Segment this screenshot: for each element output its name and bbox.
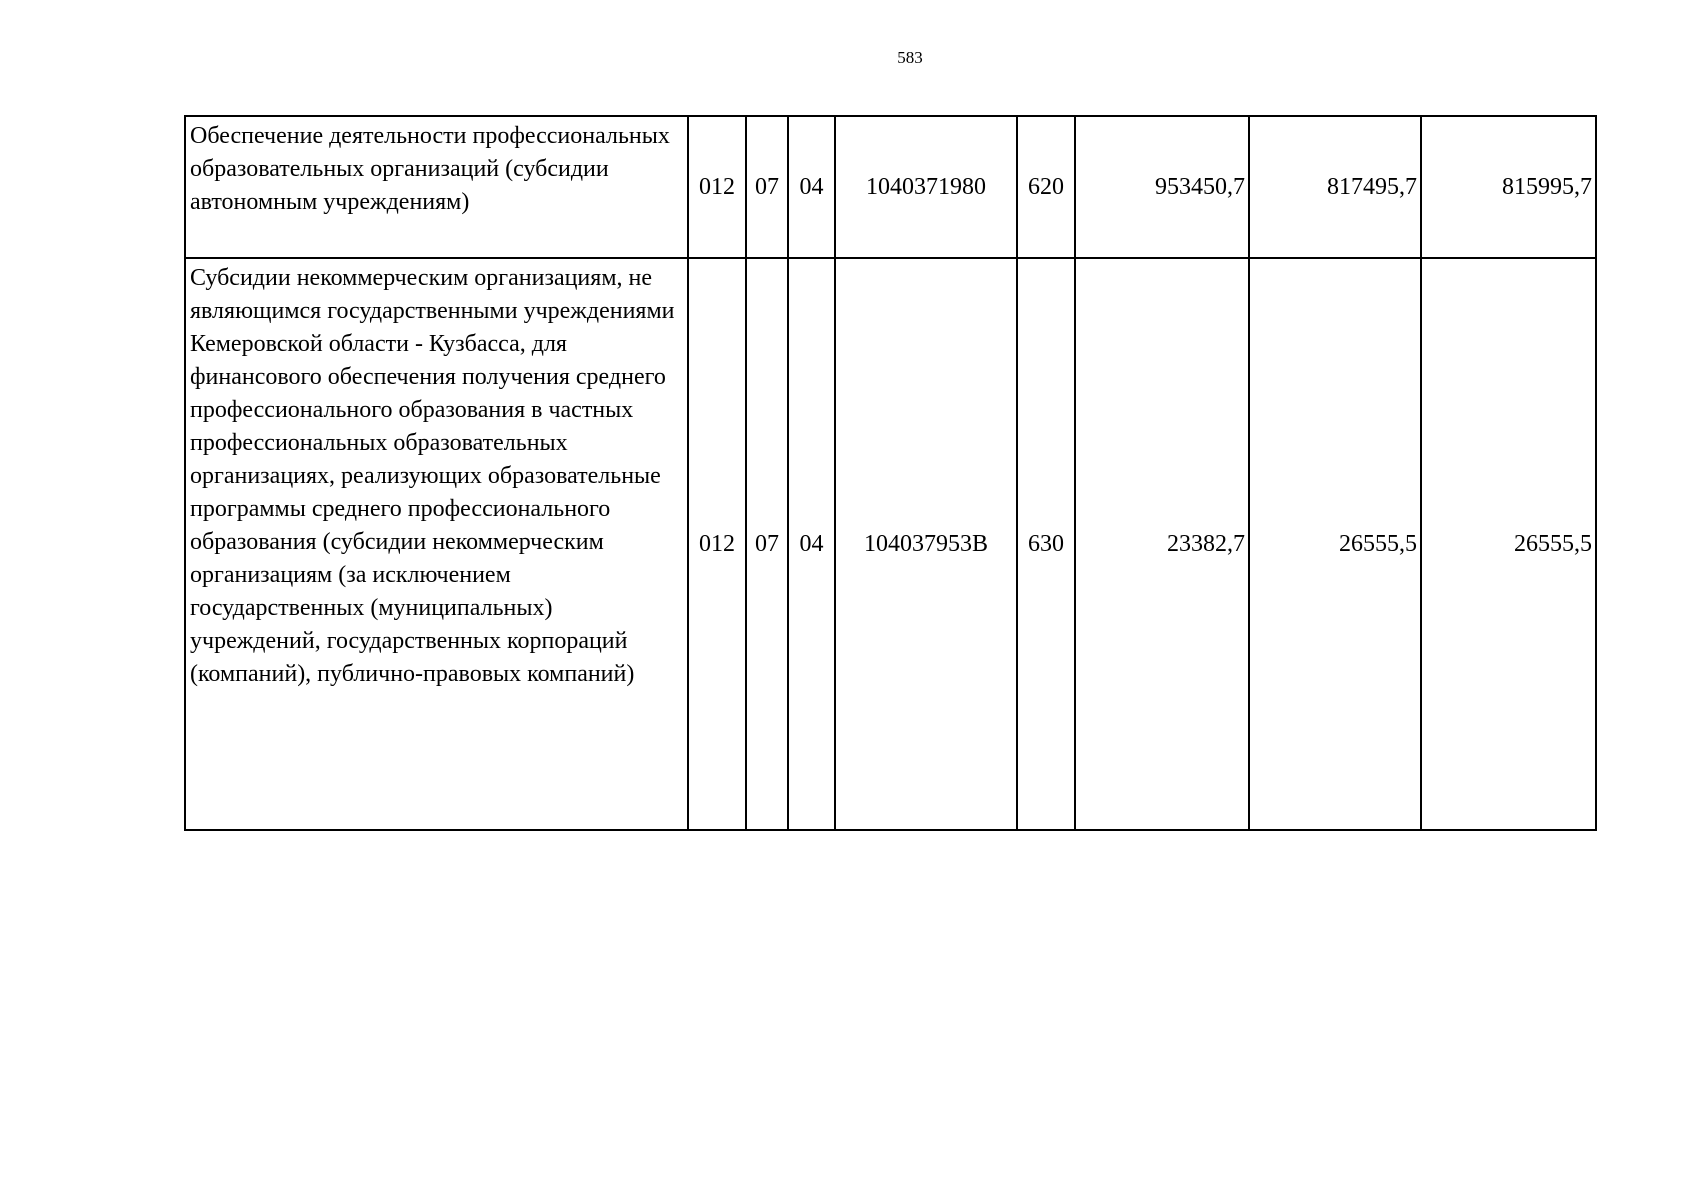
amount-cell-1: 23382,7 — [1075, 258, 1249, 830]
ministry-code: 012 — [688, 258, 746, 830]
section-code: 07 — [746, 116, 788, 258]
amount-cell-3: 26555,5 — [1421, 258, 1596, 830]
expense-type-code: 630 — [1017, 258, 1075, 830]
subsection-code: 04 — [788, 258, 835, 830]
amount-cell-3: 815995,7 — [1421, 116, 1596, 258]
target-article-code: 104037953В — [835, 258, 1017, 830]
ministry-code: 012 — [688, 116, 746, 258]
page-number: 583 — [897, 48, 923, 67]
expense-type-code: 620 — [1017, 116, 1075, 258]
section-code: 07 — [746, 258, 788, 830]
target-article-code: 1040371980 — [835, 116, 1017, 258]
row-description: Субсидии некоммерческим организациям, не являющимся государственными учреждениями Кемеровской области - Кузбасса, для финансового обеспечения получения среднего профессионального образования в частных профессиональных образовательных организациях, реализующих образовательные программы среднего профессионального образования (субсидии некоммерческим организациям (за исключением государственных (муниципальных) учреждений, государственных корпораций (компаний), публично-правовых компаний) — [185, 258, 688, 830]
budget-table — [184, 115, 1597, 831]
table-row — [185, 116, 1596, 258]
subsection-code: 04 — [788, 116, 835, 258]
table-row — [185, 258, 1596, 830]
amount-cell-1: 953450,7 — [1075, 116, 1249, 258]
amount-cell-2: 817495,7 — [1249, 116, 1421, 258]
row-description: Обеспечение деятельности профессиональных образовательных организаций (субсидии автономным учреждениям) — [185, 116, 688, 258]
amount-cell-2: 26555,5 — [1249, 258, 1421, 830]
